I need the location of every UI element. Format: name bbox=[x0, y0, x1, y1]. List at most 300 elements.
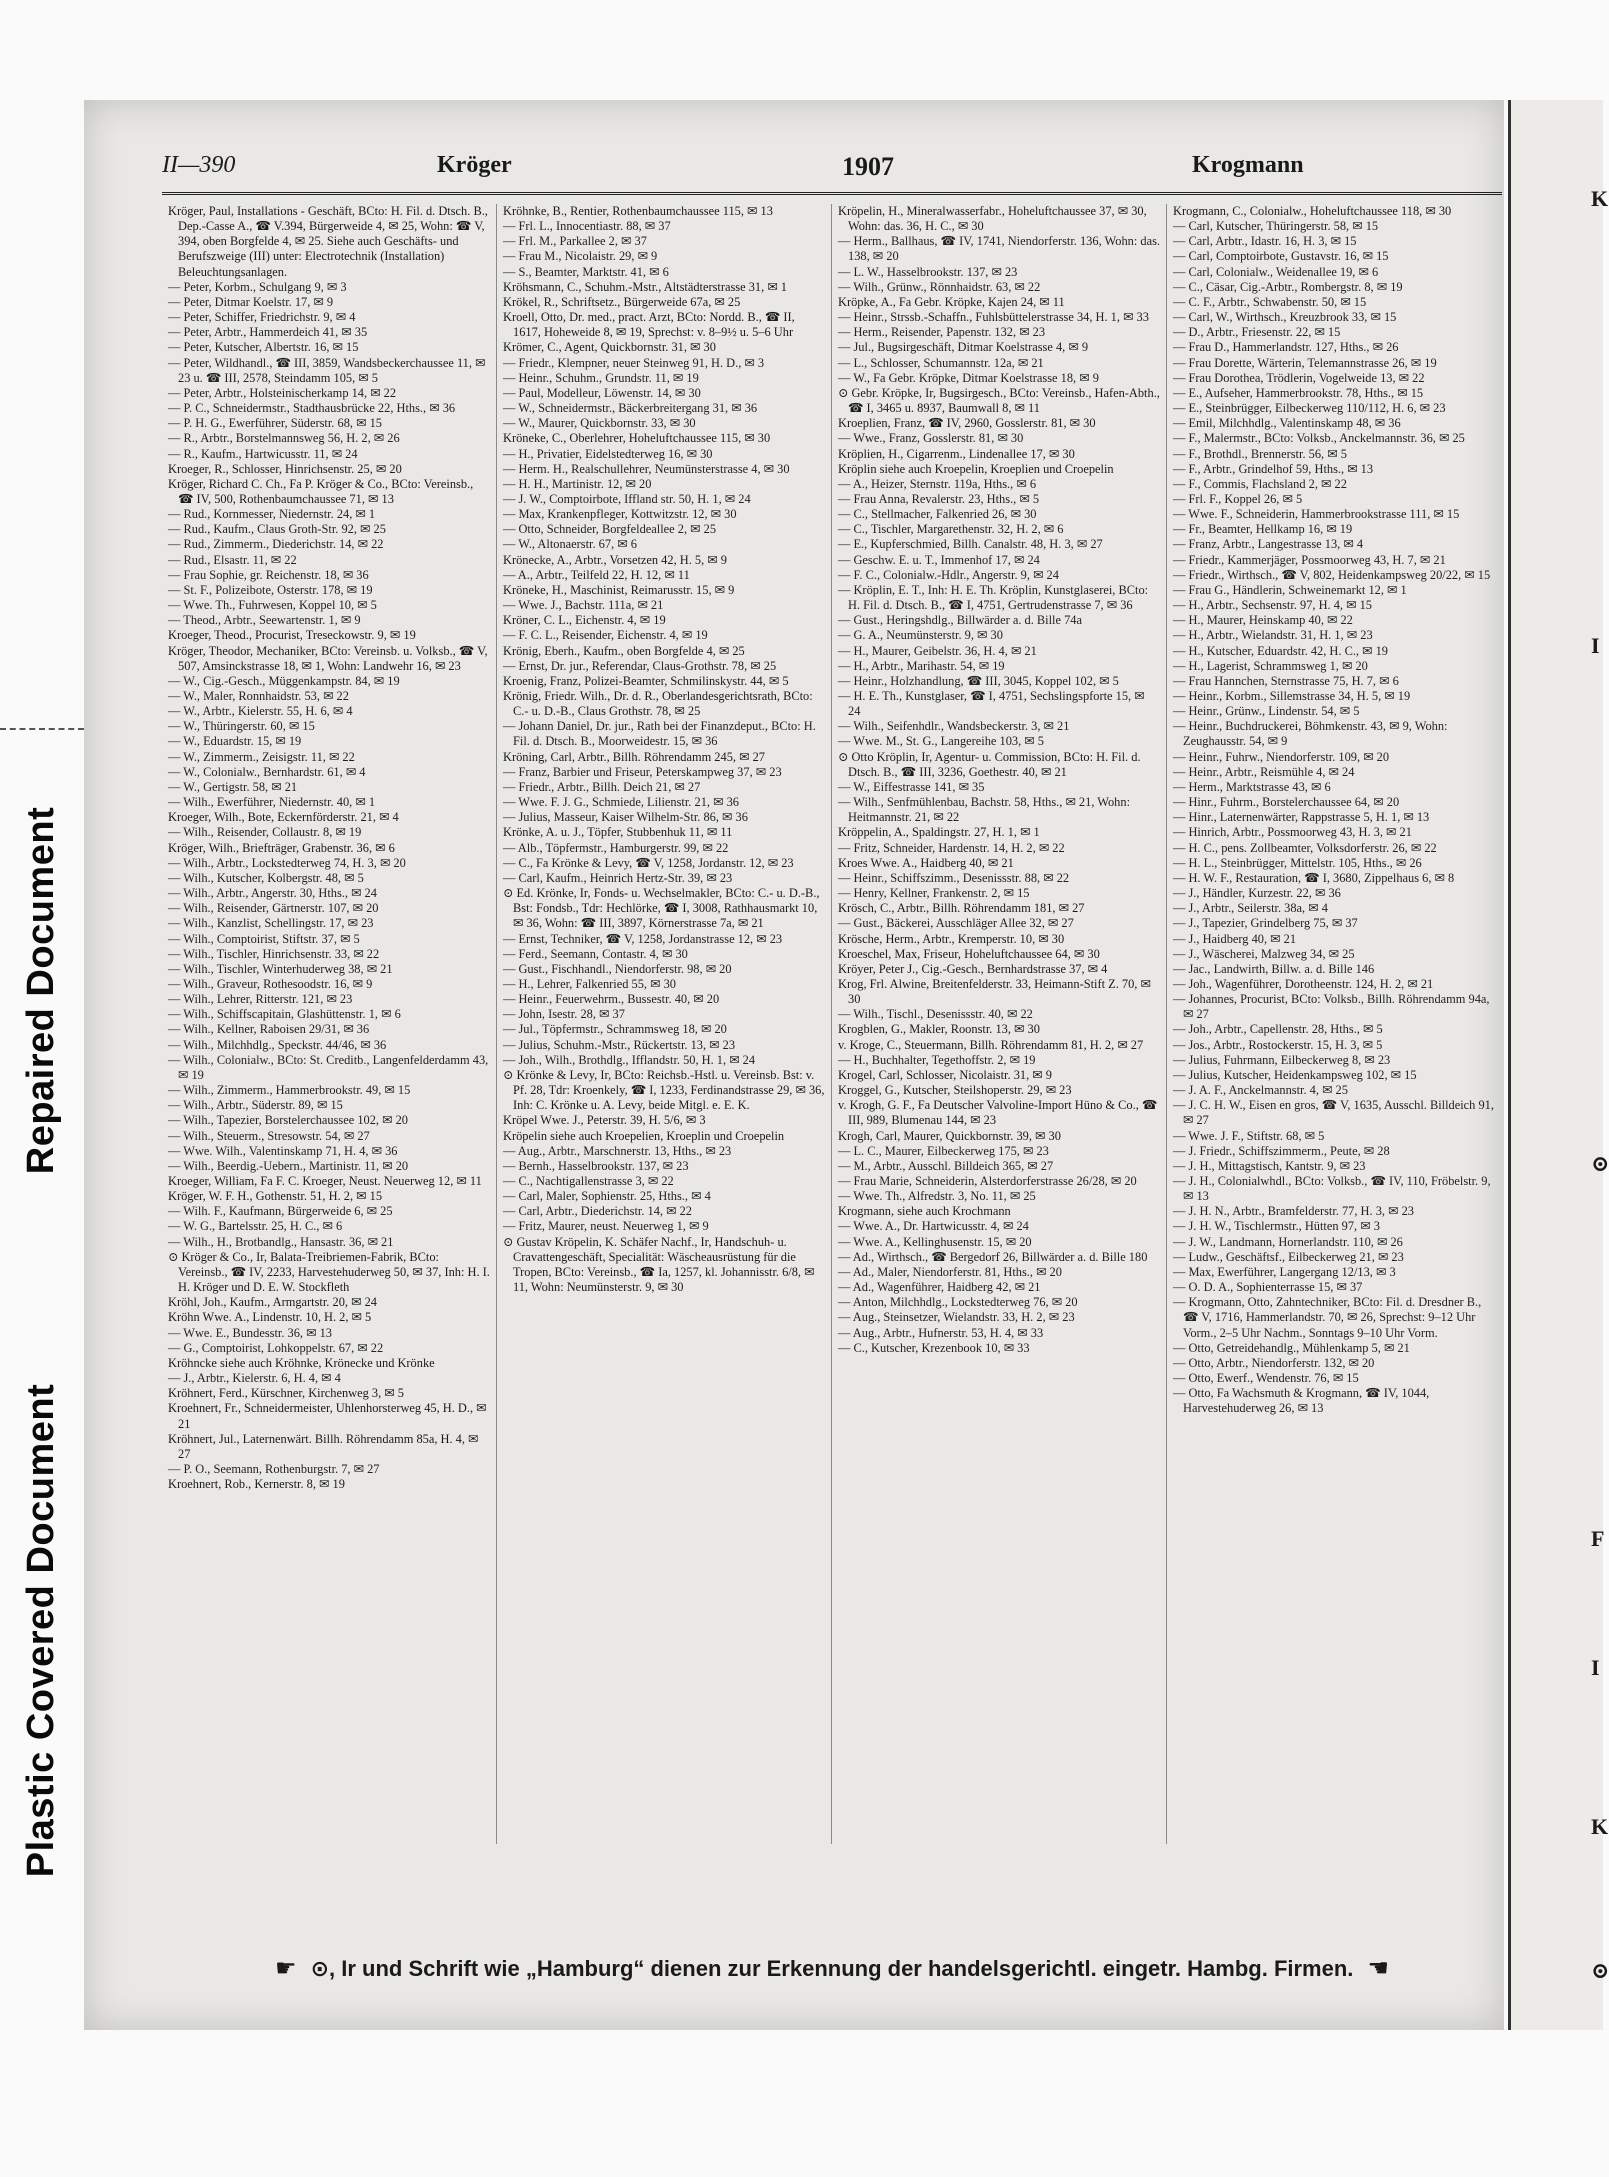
directory-entry: — W., Maurer, Quickbornstr. 33, ✉ 30 bbox=[503, 416, 696, 431]
directory-entry: — W., Colonialw., Bernhardstr. 61, ✉ 4 bbox=[168, 764, 366, 779]
column-3 bbox=[832, 204, 1167, 1844]
adjacent-page-mark: I bbox=[1591, 633, 1600, 658]
directory-entry: Kroeger, R., Schlosser, Hinrichsenstr. 25, ✉ 20 bbox=[168, 461, 402, 476]
directory-entry: — Jul., Töpfermstr., Schrammsweg 18, ✉ 20 bbox=[503, 1022, 727, 1037]
directory-entry: — H., Arbtr., Sechsenstr. 97, H. 4, ✉ 15 bbox=[1173, 598, 1372, 613]
adjacent-page-strip bbox=[1508, 100, 1609, 2030]
directory-entry: — Wilh., Colonialw., BCto: St. Creditb., Langenfelderdamm 43, ✉ 19 bbox=[168, 1052, 489, 1082]
directory-entry: — E., Steinbrügger, Eilbeckerweg 110/112, H. 6, ✉ 23 bbox=[1173, 401, 1446, 416]
directory-entry: — Max, Ewerführer, Langergang 12/13, ✉ 3 bbox=[1173, 1264, 1396, 1279]
column-1 bbox=[162, 204, 497, 1844]
directory-entry: — Peter, Arbtr., Holsteinischerkamp 14, ✉ 22 bbox=[168, 385, 397, 400]
plastic-covered-label bbox=[0, 1300, 84, 1960]
directory-entry: Kröger, Theodor, Mechaniker, BCto: Vereinsb. u. Volksb., ☎ V, 507, Amsinckstrasse 18, ✉ 1, Wohn: Landwehr 16, ✉ 23 bbox=[168, 643, 488, 673]
directory-entry: Kroeger, William, Fa F. C. Kroeger, Neust. Neuerweg 12, ✉ 11 bbox=[168, 1174, 482, 1188]
directory-entry: ⊙ Gebr. Kröpke, Ir, Bugsirgesch., BCto: Vereinsb., Hafen-Abth., ☎ I, 3465 u. 8937, Baumwall 8, ✉ 11 bbox=[838, 385, 1160, 416]
directory-entry: — Wwe., Franz, Gosslerstr. 81, ✉ 30 bbox=[838, 431, 1024, 446]
directory-entry: — F., Brothdl., Brennerstr. 56, ✉ 5 bbox=[1173, 446, 1347, 461]
directory-entry: — J. W., Landmann, Hornerlandstr. 110, ✉ 26 bbox=[1173, 1234, 1403, 1249]
adjacent-page-mark: I bbox=[1591, 1655, 1600, 1680]
directory-entry: — W., Schneidermstr., Bäckerbreitergang 31, ✉ 36 bbox=[503, 401, 758, 416]
directory-entry: Kroeplien, Franz, ☎ IV, 2960, Gosslerstr. 81, ✉ 30 bbox=[838, 416, 1096, 431]
directory-entry: — Jul., Bugsirgeschäft, Ditmar Koelstrasse 4, ✉ 9 bbox=[838, 340, 1089, 355]
directory-entry: — L. C., Maurer, Eilbeckerweg 175, ✉ 23 bbox=[838, 1143, 1049, 1158]
directory-entry: — Herm., Ballhaus, ☎ IV, 1741, Niendorferstr. 136, Wohn: das. 138, ✉ 20 bbox=[838, 234, 1160, 264]
directory-entry: — Rud., Elsastr. 11, ✉ 22 bbox=[168, 552, 297, 567]
directory-entry: — Gust., Heringshdlg., Billwärder a. d. Bille 74a bbox=[838, 613, 1082, 628]
pointing-hand-right-icon: ☚ bbox=[1367, 1955, 1390, 1982]
directory-entry: — Wilh., Lehrer, Ritterstr. 121, ✉ 23 bbox=[168, 992, 353, 1007]
directory-entry: — Peter, Wildhandl., ☎ III, 3859, Wandsbeckerchaussee 11, ✉ 23 u. ☎ III, 2578, Steindamm 105, ✉ 5 bbox=[168, 355, 486, 385]
directory-entry: ⊙ Gustav Kröpelin, K. Schäfer Nachf., Ir, Handschuh- u. Cravattengeschäft, Specialität: Wäscheausrüstung für die Tropen, BCto: Vereinsb., ☎ Ia, 1257, kl. Johannisstr. 6/8, ✉ 11, Wohn: Neumünsterstr. 9, ✉ 30 bbox=[503, 1234, 815, 1295]
directory-entry: — W., Eiffestrasse 141, ✉ 35 bbox=[838, 779, 985, 794]
directory-entry: — P. H. G., Ewerführer, Süderstr. 68, ✉ 15 bbox=[168, 416, 382, 431]
directory-entry: — Ludw., Geschäftsf., Eilbeckerweg 21, ✉ 23 bbox=[1173, 1249, 1404, 1264]
directory-entry: — Wilh., Arbtr., Lockstedterweg 74, H. 3, ✉ 20 bbox=[168, 855, 406, 870]
directory-entry: — Max, Krankenpfleger, Kottwitzstr. 12, ✉ 30 bbox=[503, 507, 737, 522]
directory-entry: — Wilh., Kanzlist, Schellingstr. 17, ✉ 23 bbox=[168, 916, 374, 931]
directory-entry: — Fritz, Maurer, neust. Neuerweg 1, ✉ 9 bbox=[503, 1219, 709, 1234]
directory-entry: — Wilh., Milchhdlg., Speckstr. 44/46, ✉ 36 bbox=[168, 1037, 387, 1052]
directory-entry: — W., Arbtr., Kielerstr. 55, H. 6, ✉ 4 bbox=[168, 704, 353, 719]
directory-entry: — F. C. L., Reisender, Eichenstr. 4, ✉ 19 bbox=[503, 628, 708, 643]
directory-entry: — Theod., Arbtr., Seewartenstr. 1, ✉ 9 bbox=[168, 613, 361, 628]
directory-entry: — Wwe. A., Kellinghusenstr. 15, ✉ 20 bbox=[838, 1234, 1032, 1249]
directory-entry: — Otto, Schneider, Borgfeldeallee 2, ✉ 25 bbox=[503, 522, 717, 537]
directory-entry: Krösch, C., Arbtr., Billh. Röhrendamm 181, ✉ 27 bbox=[838, 901, 1085, 916]
directory-entry: — Julius, Masseur, Kaiser Wilhelm-Str. 86, ✉ 36 bbox=[503, 810, 748, 825]
directory-entry: — Wilh., Beerdig.-Uebern., Martinistr. 11, ✉ 20 bbox=[168, 1158, 409, 1173]
directory-entry: — Fritz, Schneider, Hardenstr. 14, H. 2, ✉ 22 bbox=[838, 840, 1065, 855]
directory-entry: — H., Arbtr., Wielandstr. 31, H. 1, ✉ 23 bbox=[1173, 628, 1373, 643]
directory-entry: — Joh., Arbtr., Capellenstr. 28, Hths., ✉ 5 bbox=[1173, 1022, 1383, 1037]
directory-entry: — Wilh., Arbtr., Angerstr. 30, Hths., ✉ 24 bbox=[168, 886, 377, 901]
directory-entry: — Wilh., Senfmühlenbau, Bachstr. 58, Hths., ✉ 21, Wohn: Heitmannstr. 21, ✉ 22 bbox=[838, 795, 1131, 825]
directory-entry: — Hinr., Laternenwärter, Rappstrasse 5, H. 1, ✉ 13 bbox=[1173, 810, 1430, 825]
directory-entry: — Wwe. A., Dr. Hartwicusstr. 4, ✉ 24 bbox=[838, 1219, 1029, 1234]
page-number: II—390 bbox=[162, 152, 236, 178]
directory-entry: — Carl, Kutscher, Thüringerstr. 58, ✉ 15 bbox=[1173, 219, 1379, 234]
directory-entry: — Wilh., Reisender, Gärtnerstr. 107, ✉ 20 bbox=[168, 901, 379, 916]
directory-entry: — Ernst, Techniker, ☎ V, 1258, Jordanstrasse 12, ✉ 23 bbox=[503, 931, 783, 946]
directory-entry: Krömer, C., Agent, Quickbornstr. 31, ✉ 30 bbox=[503, 340, 716, 355]
directory-entry: — Wwe. J. F., Stiftstr. 68, ✉ 5 bbox=[1173, 1128, 1325, 1143]
directory-entry: — Paul, Modelleur, Löwenstr. 14, ✉ 30 bbox=[503, 385, 701, 400]
directory-entry: — Krogmann, Otto, Zahntechniker, BCto: Fil. d. Dresdner B., ☎ V, 1716, Hammerlandstr. 70, ✉ 26, Sprechst: 9–12 Uhr Vorm., 2–5 Uhr Nachm., Sonntags 9–10 Uhr Vorm. bbox=[1173, 1295, 1482, 1340]
directory-entry: — Friedr., Wirthsch., ☎ V, 802, Heidenkampsweg 20/22, ✉ 15 bbox=[1173, 567, 1491, 582]
directory-entry: — J. H. W., Tischlermstr., Hütten 97, ✉ 3 bbox=[1173, 1219, 1380, 1234]
directory-entry: — Jos., Arbtr., Rostockerstr. 15, H. 3, ✉ 5 bbox=[1173, 1037, 1383, 1052]
directory-entry: — Frau D., Hammerlandstr. 127, Hths., ✉ 26 bbox=[1173, 340, 1399, 355]
directory-entry: — J., Haidberg 40, ✉ 21 bbox=[1173, 931, 1297, 946]
directory-entry: — H., Arbtr., Marihastr. 54, ✉ 19 bbox=[838, 658, 1005, 673]
directory-entry: — Frl. M., Parkallee 2, ✉ 37 bbox=[503, 234, 647, 249]
adjacent-page-mark: ⊙ bbox=[1591, 1151, 1609, 1176]
directory-entry: — C., Kutscher, Krezenbook 10, ✉ 33 bbox=[838, 1340, 1030, 1355]
directory-entry: — Ad., Wagenführer, Haidberg 42, ✉ 21 bbox=[838, 1280, 1041, 1295]
directory-entry: — Heinr., Strssb.-Schaffn., Fuhlsbüttelerstrasse 34, H. 1, ✉ 33 bbox=[838, 310, 1149, 325]
directory-entry: — Wilh., Grünw., Rönnhaidstr. 63, ✉ 22 bbox=[838, 279, 1041, 294]
directory-entry: Kröhnert, Ferd., Kürschner, Kirchenweg 3, ✉ 5 bbox=[168, 1386, 404, 1401]
directory-entry: — W., Eduardstr. 15, ✉ 19 bbox=[168, 734, 302, 749]
directory-entry: ⊙ Otto Kröplin, Ir, Agentur- u. Commission, BCto: H. Fil. d. Dtsch. B., ☎ III, 3236, Goethestr. 40, ✉ 21 bbox=[838, 749, 1141, 779]
directory-entry: — J. A. F., Anckelmannstr. 4, ✉ 25 bbox=[1173, 1083, 1348, 1098]
directory-entry: Kröger, W. F. H., Gothenstr. 51, H. 2, ✉ 15 bbox=[168, 1189, 383, 1204]
directory-entry: — St. F., Polizeibote, Osterstr. 178, ✉ 19 bbox=[168, 582, 373, 597]
directory-entry: — Joh., Wagenführer, Dorotheenstr. 124, H. 2, ✉ 21 bbox=[1173, 976, 1434, 991]
directory-entry: Kroes Wwe. A., Haidberg 40, ✉ 21 bbox=[838, 855, 1014, 870]
directory-entry: Kröger, Richard C. Ch., Fa P. Kröger & Co., BCto: Vereinsb., ☎ IV, 500, Rothenbaumchaussee 71, ✉ 13 bbox=[168, 476, 474, 506]
directory-entry: — Wwe. Wilh., Valentinskamp 71, H. 4, ✉ 36 bbox=[168, 1143, 398, 1158]
directory-entry: — Aug., Arbtr., Marschnerstr. 13, Hths., ✉ 23 bbox=[503, 1143, 732, 1158]
directory-entry: Krönig, Friedr. Wilh., Dr. d. R., Oberlandesgerichtsrath, BCto: C.- u. D.-B., Claus Grothstr. 78, ✉ 25 bbox=[503, 689, 813, 719]
directory-entry: Kroehnert, Rob., Kernerstr. 8, ✉ 19 bbox=[168, 1477, 345, 1492]
directory-entry: Kroggel, G., Kutscher, Steilshoperstr. 29, ✉ 23 bbox=[838, 1083, 1072, 1098]
directory-entry: — Ernst, Dr. jur., Referendar, Claus-Grothstr. 78, ✉ 25 bbox=[503, 658, 777, 673]
directory-entry: — Heinr., Holzhandlung, ☎ III, 3045, Koppel 102, ✉ 5 bbox=[838, 673, 1119, 688]
directory-entry: — Wilh. F., Kaufmann, Bürgerweide 6, ✉ 25 bbox=[168, 1204, 393, 1219]
directory-entry: — H., Lagerist, Schrammsweg 1, ✉ 20 bbox=[1173, 658, 1368, 673]
directory-entry: — J. H. N., Arbtr., Bramfelderstr. 77, H. 3, ✉ 23 bbox=[1173, 1204, 1414, 1219]
directory-entry: — Heinr., Arbtr., Reismühle 4, ✉ 24 bbox=[1173, 764, 1355, 779]
directory-entry: — Wwe. J., Bachstr. 111a, ✉ 21 bbox=[503, 598, 664, 613]
directory-entry: — Otto, Arbtr., Niendorferstr. 132, ✉ 20 bbox=[1173, 1355, 1375, 1370]
directory-entry: — H., Maurer, Heinskamp 40, ✉ 22 bbox=[1173, 613, 1353, 628]
directory-entry: Kroeger, Wilh., Bote, Eckernförderstr. 21, ✉ 4 bbox=[168, 810, 399, 825]
directory-entry: Kröplin siehe auch Kroepelin, Kroeplien und Croepelin bbox=[838, 461, 1114, 476]
directory-entry: — Kröplin, E. T., Inh: H. E. Th. Kröplin, Kunstglaserei, BCto: H. Fil. d. Dtsch. B., ☎ I, 4751, Gertrudenstrasse 7, ✉ 36 bbox=[838, 582, 1149, 613]
directory-entry: — W., Maler, Ronnhaidstr. 53, ✉ 22 bbox=[168, 689, 349, 703]
directory-entry: — J. H., Mittagstisch, Kantstr. 9, ✉ 23 bbox=[1173, 1158, 1366, 1173]
directory-entry: — Wilh., Schiffscapitain, Glashüttenstr. 1, ✉ 6 bbox=[168, 1007, 401, 1022]
directory-entry: — Wwe. Th., Alfredstr. 3, No. 11, ✉ 25 bbox=[838, 1189, 1036, 1204]
adjacent-page-mark: K bbox=[1591, 186, 1609, 211]
directory-entry: — C., Nachtigallenstrasse 3, ✉ 22 bbox=[503, 1174, 674, 1188]
directory-entry: — Peter, Korbm., Schulgang 9, ✉ 3 bbox=[168, 279, 347, 294]
directory-entry: — Fr., Beamter, Hellkamp 16, ✉ 19 bbox=[1173, 522, 1353, 537]
directory-entry: — F., Commis, Flachsland 2, ✉ 22 bbox=[1173, 476, 1347, 491]
directory-entry: — Herm., Reisender, Papenstr. 132, ✉ 23 bbox=[838, 325, 1046, 340]
directory-entry: — Friedr., Kammerjäger, Possmoorweg 43, H. 7, ✉ 21 bbox=[1173, 552, 1446, 567]
directory-entry: — H., Privatier, Eidelstedterweg 16, ✉ 30 bbox=[503, 446, 713, 461]
directory-entry: — P. O., Seemann, Rothenburgstr. 7, ✉ 27 bbox=[168, 1461, 380, 1476]
directory-entry: Kröner, C. L., Eichenstr. 4, ✉ 19 bbox=[503, 613, 666, 628]
directory-entry: — Henry, Kellner, Frankenstr. 2, ✉ 15 bbox=[838, 886, 1030, 901]
directory-entry: — J. C. H. W., Eisen en gros, ☎ V, 1635, Ausschl. Billdeich 91, ✉ 27 bbox=[1173, 1098, 1494, 1128]
header-last-name: Krogmann bbox=[1192, 152, 1304, 178]
directory-entry: — A., Heizer, Sternstr. 119a, Hths., ✉ 6 bbox=[838, 476, 1037, 491]
directory-entry: — F., Malermstr., BCto: Volksb., Anckelmannstr. 36, ✉ 25 bbox=[1173, 431, 1465, 446]
directory-entry: ⊙ Ed. Krönke, Ir, Fonds- u. Wechselmakler, BCto: C.- u. D.-B., Bst: Fondsb., Tdr: Hechlörke, ☎ I, 3008, Rathhausmarkt 10, ✉ 36, Wohn: ☎ III, 3897, Körnerstrasse 7a, ✉ 21 bbox=[503, 886, 820, 931]
directory-entry: — Gust., Fischhandl., Niendorferstr. 98, ✉ 20 bbox=[503, 961, 732, 976]
header-year: 1907 bbox=[842, 152, 894, 181]
directory-entry: — Julius, Fuhrmann, Eilbeckerweg 8, ✉ 23 bbox=[1173, 1052, 1391, 1067]
directory-entry: — Wilh., Comptoirist, Stiftstr. 37, ✉ 5 bbox=[168, 931, 360, 946]
directory-entry: Krönke, A. u. J., Töpfer, Stubbenhuk 11, ✉ 11 bbox=[503, 825, 733, 840]
directory-entry: — Peter, Schiffer, Friedrichstr. 9, ✉ 4 bbox=[168, 310, 356, 325]
directory-entry: — Frau Dorette, Wärterin, Telemannstrasse 26, ✉ 19 bbox=[1173, 355, 1437, 370]
directory-entry: — Frau Anna, Revalerstr. 23, Hths., ✉ 5 bbox=[838, 491, 1040, 506]
directory-entry: — Friedr., Klempner, neuer Steinweg 91, H. D., ✉ 3 bbox=[503, 355, 765, 370]
directory-entry: — Alb., Töpfermstr., Hamburgerstr. 99, ✉ 22 bbox=[503, 840, 729, 855]
directory-entry: — J., Händler, Kurzestr. 22, ✉ 36 bbox=[1173, 886, 1341, 901]
directory-entry: — Geschw. E. u. T., Immenhof 17, ✉ 24 bbox=[838, 552, 1040, 567]
directory-entry: — Johann Daniel, Dr. jur., Rath bei der Finanzdeput., BCto: H. Fil. d. Dtsch. B., Moorweidestr. 15, ✉ 36 bbox=[503, 719, 816, 749]
directory-entry: — Julius, Kutscher, Heidenkampsweg 102, ✉ 15 bbox=[1173, 1067, 1417, 1082]
directory-entry: — W., Zimmerm., Zeisigstr. 11, ✉ 22 bbox=[168, 749, 355, 764]
directory-entry: — C., Fa Krönke & Levy, ☎ V, 1258, Jordanstr. 12, ✉ 23 bbox=[503, 855, 794, 870]
directory-entry: — Johannes, Procurist, BCto: Volksb., Billh. Röhrendamm 94a, ✉ 27 bbox=[1173, 992, 1490, 1022]
directory-entry: — Anton, Milchhdlg., Lockstedterweg 76, ✉ 20 bbox=[838, 1295, 1078, 1310]
directory-entry: — J., Arbtr., Kielerstr. 6, H. 4, ✉ 4 bbox=[168, 1371, 341, 1386]
directory-entry: — P. C., Schneidermstr., Stadthausbrücke 22, Hths., ✉ 36 bbox=[168, 401, 456, 416]
header-rule bbox=[162, 192, 1502, 195]
directory-entry: Kröhsmann, C., Schuhm.-Mstr., Altstädterstrasse 31, ✉ 1 bbox=[503, 279, 787, 294]
directory-entry: Kröhnert, Jul., Laternenwärt. Billh. Röhrendamm 85a, H. 4, ✉ 27 bbox=[168, 1431, 479, 1461]
directory-entry: Krönecke, A., Arbtr., Vorsetzen 42, H. 5, ✉ 9 bbox=[503, 552, 727, 567]
directory-entry: — Heinr., Schuhm., Grundstr. 11, ✉ 19 bbox=[503, 370, 699, 385]
directory-entry: Kröhn Wwe. A., Lindenstr. 10, H. 2, ✉ 5 bbox=[168, 1310, 372, 1325]
directory-entry: — D., Arbtr., Friesenstr. 22, ✉ 15 bbox=[1173, 325, 1341, 340]
adjacent-page-mark: ⊙ bbox=[1591, 1958, 1609, 1983]
directory-entry: — A., Arbtr., Teilfeld 22, H. 12, ✉ 11 bbox=[503, 567, 690, 582]
directory-entry: — Heinr., Buchdruckerei, Böhmkenstr. 43, ✉ 9, Wohn: Zeughausstr. 54, ✉ 9 bbox=[1173, 719, 1448, 749]
directory-entry: Kröger, Wilh., Briefträger, Grabenstr. 36, ✉ 6 bbox=[168, 840, 395, 855]
directory-entry: — Heinr., Grünw., Lindenstr. 54, ✉ 5 bbox=[1173, 704, 1360, 719]
repaired-label-text: Repaired Document bbox=[20, 806, 63, 1174]
directory-entry: — L., Schlosser, Schumannstr. 12a, ✉ 21 bbox=[838, 355, 1044, 370]
directory-entry: Kroeschel, Max, Friseur, Hoheluftchaussee 64, ✉ 30 bbox=[838, 946, 1100, 961]
directory-entry: — Frau Dorothea, Trödlerin, Vogelweide 13, ✉ 22 bbox=[1173, 370, 1425, 385]
directory-entry: Kröning, Carl, Arbtr., Billh. Röhrendamm 245, ✉ 27 bbox=[503, 749, 765, 764]
directory-entry: — Wilh., Tischler, Hinrichsenstr. 33, ✉ 22 bbox=[168, 946, 380, 961]
directory-entry: — John, Isestr. 28, ✉ 37 bbox=[503, 1007, 625, 1022]
directory-entry: — C., Cäsar, Cig.-Arbtr., Rombergstr. 8, ✉ 19 bbox=[1173, 279, 1403, 294]
directory-entry: — J. Friedr., Schiffszimmerm., Peute, ✉ 28 bbox=[1173, 1143, 1390, 1158]
directory-entry: — O. D. A., Sophienterrasse 15, ✉ 37 bbox=[1173, 1280, 1363, 1295]
directory-entry: — Franz, Barbier und Friseur, Peterskampweg 37, ✉ 23 bbox=[503, 764, 782, 779]
directory-entry: — Frau Hannchen, Sternstrasse 75, H. 7, ✉ 6 bbox=[1173, 673, 1399, 688]
directory-entry: — H., Buchhalter, Tegethoffstr. 2, ✉ 19 bbox=[838, 1052, 1036, 1067]
directory-entry: — Friedr., Arbtr., Billh. Deich 21, ✉ 27 bbox=[503, 779, 701, 794]
directory-entry: — Emil, Milchhdlg., Valentinskamp 48, ✉ 36 bbox=[1173, 416, 1401, 431]
directory-entry: — Bernh., Hasselbrookstr. 137, ✉ 23 bbox=[503, 1158, 689, 1173]
directory-entry: — Hinr., Fuhrm., Borstelerchaussee 64, ✉ 20 bbox=[1173, 795, 1400, 810]
directory-entry: — H. C., pens. Zollbeamter, Volksdorferstr. 26, ✉ 22 bbox=[1173, 840, 1437, 855]
directory-entry: — Peter, Arbtr., Hammerdeich 41, ✉ 35 bbox=[168, 325, 368, 340]
directory-entry: — Wwe. E., Bundesstr. 36, ✉ 13 bbox=[168, 1325, 332, 1340]
directory-entry: — Franz, Arbtr., Langestrasse 13, ✉ 4 bbox=[1173, 537, 1364, 552]
directory-entry: Kröhncke siehe auch Kröhnke, Krönecke und Krönke bbox=[168, 1355, 435, 1370]
directory-entry: — Frl. L., Innocentiastr. 88, ✉ 37 bbox=[503, 219, 671, 234]
directory-entry: — E., Kupferschmied, Billh. Canalstr. 48, H. 3, ✉ 27 bbox=[838, 537, 1103, 552]
header-first-name: Kröger bbox=[437, 152, 512, 178]
adjacent-page-mark: F bbox=[1591, 1526, 1605, 1551]
directory-entry: Kröneke, C., Oberlehrer, Hoheluftchaussee 115, ✉ 30 bbox=[503, 431, 771, 446]
directory-entry: — J. W., Comptoirbote, Iffland str. 50, H. 1, ✉ 24 bbox=[503, 491, 751, 506]
directory-entry: — Ad., Wirthsch., ☎ Bergedorf 26, Billwärder a. d. Bille 180 bbox=[838, 1249, 1148, 1264]
directory-entry: Krogh, Carl, Maurer, Quickbornstr. 39, ✉ 30 bbox=[838, 1128, 1061, 1143]
directory-entry: — Aug., Arbtr., Hufnerstr. 53, H. 4, ✉ 33 bbox=[838, 1325, 1044, 1340]
directory-entry: — Julius, Schuhm.-Mstr., Rückertstr. 13, ✉ 23 bbox=[503, 1037, 736, 1052]
directory-entry: Kröpke, A., Fa Gebr. Kröpke, Kajen 24, ✉ 11 bbox=[838, 294, 1065, 309]
directory-entry: Krog, Frl. Alwine, Breitenfelderstr. 33, Heimann-Stift Z. 70, ✉ 30 bbox=[838, 976, 1151, 1007]
directory-entry: — W. G., Bartelsstr. 25, H. C., ✉ 6 bbox=[168, 1219, 343, 1234]
directory-entry: — S., Beamter, Marktstr. 41, ✉ 6 bbox=[503, 264, 669, 279]
directory-entry: — C., Tischler, Margarethenstr. 32, H. 2, ✉ 6 bbox=[838, 522, 1064, 537]
directory-entry: — Wwe. F. J. G., Schmiede, Lilienstr. 21, ✉ 36 bbox=[503, 795, 739, 810]
directory-entry: — Heinr., Schiffszimm., Desenissstr. 88, ✉ 22 bbox=[838, 870, 1070, 885]
directory-entry: — W., Altonaerstr. 67, ✉ 6 bbox=[503, 537, 637, 552]
directory-entry: — Frl. F., Koppel 26, ✉ 5 bbox=[1173, 491, 1303, 506]
directory-entry: — Heinr., Fuhrw., Niendorferstr. 109, ✉ 20 bbox=[1173, 749, 1390, 764]
directory-entry: — Carl, Arbtr., Idastr. 16, H. 3, ✉ 15 bbox=[1173, 234, 1357, 249]
directory-entry: — H. E. Th., Kunstglaser, ☎ I, 4751, Sechslingspforte 15, ✉ 24 bbox=[838, 689, 1145, 719]
directory-entry: — J. H., Colonialwhdl., BCto: Volksb., ☎ IV, 110, Fröbelstr. 9, ✉ 13 bbox=[1173, 1174, 1491, 1204]
directory-entry: — Wilh., Graveur, Rothesoodstr. 16, ✉ 9 bbox=[168, 976, 373, 991]
directory-entry: Kroeger, Theod., Procurist, Treseckowstr. 9, ✉ 19 bbox=[168, 628, 416, 643]
directory-entry: Krökel, R., Schriftsetz., Bürgerweide 67a, ✉ 25 bbox=[503, 294, 741, 309]
directory-entry: Kröpelin siehe auch Kroepelien, Kroeplin und Croepelin bbox=[503, 1128, 785, 1143]
directory-entry: Kröhnke, B., Rentier, Rothenbaumchaussee 115, ✉ 13 bbox=[503, 204, 773, 218]
directory-columns bbox=[162, 204, 1502, 1844]
directory-entry: — Heinr., Feuerwehrm., Bussestr. 40, ✉ 20 bbox=[503, 992, 720, 1007]
directory-entry: Kröhl, Joh., Kaufm., Armgartstr. 20, ✉ 24 bbox=[168, 1295, 377, 1310]
directory-entry: — F., Arbtr., Grindelhof 59, Hths., ✉ 13 bbox=[1173, 461, 1374, 476]
directory-entry: — H. W. F., Restauration, ☎ I, 3680, Zippelhaus 6, ✉ 8 bbox=[1173, 870, 1455, 885]
directory-entry: — Wilh., Tischl., Desenissstr. 40, ✉ 22 bbox=[838, 1007, 1033, 1022]
directory-entry: — Aug., Steinsetzer, Wielandstr. 33, H. 2, ✉ 23 bbox=[838, 1310, 1075, 1325]
directory-entry: — Otto, Getreidehandlg., Mühlenkamp 5, ✉ 21 bbox=[1173, 1340, 1410, 1355]
directory-entry: — Wilh., Kutscher, Kolbergstr. 48, ✉ 5 bbox=[168, 870, 364, 885]
directory-page bbox=[84, 100, 1504, 2030]
directory-entry: — Frau Marie, Schneiderin, Alsterdorferstrasse 26/28, ✉ 20 bbox=[838, 1174, 1137, 1188]
directory-entry: Kröger, Paul, Installations - Geschäft, BCto: H. Fil. d. Dtsch. B., Dep.-Casse A., ☎ V.394, Bürgerweide 4, ✉ 25, Wohn: ☎ V, 394, oben Borgfelde 4, ✉ 25. Siehe auch Geschäfts- und Berufszweige (III) unter: Electrotechnik (Installation) Beleuchtungsanlagen. bbox=[168, 204, 488, 279]
adjacent-page-mark: K bbox=[1591, 1814, 1609, 1839]
directory-entry: — Ad., Maler, Niendorferstr. 81, Hths., ✉ 20 bbox=[838, 1264, 1062, 1279]
directory-entry: — Carl, Comptoirbote, Gustavstr. 16, ✉ 15 bbox=[1173, 249, 1389, 264]
directory-entry: Krogblen, G., Makler, Roonstr. 13, ✉ 30 bbox=[838, 1022, 1040, 1037]
footer-note: ⊙, Ir und Schrift wie „Hamburg“ dienen zur Erkennung der handelsgerichtl. eingetr. Hambg. Firmen. bbox=[310, 1956, 1354, 1981]
page-header bbox=[162, 152, 1482, 192]
directory-entry: — Jac., Landwirth, Billw. a. d. Bille 146 bbox=[1173, 961, 1375, 976]
directory-entry: — Frau M., Nicolaistr. 29, ✉ 9 bbox=[503, 249, 658, 264]
directory-entry: — Wilh., Steuerm., Stresowstr. 54, ✉ 27 bbox=[168, 1128, 370, 1143]
directory-entry: — Rud., Kaufm., Claus Groth-Str. 92, ✉ 25 bbox=[168, 522, 386, 537]
directory-entry: — Wwe. Th., Fuhrwesen, Koppel 10, ✉ 5 bbox=[168, 598, 377, 613]
column-4 bbox=[1167, 204, 1502, 1844]
directory-entry: Kroehnert, Fr., Schneidermeister, Uhlenhorsterweg 45, H. D., ✉ 21 bbox=[168, 1401, 487, 1431]
directory-entry: — H. H., Martinistr. 12, ✉ 20 bbox=[503, 476, 652, 491]
directory-entry: — Wilh., Tischler, Winterhuderweg 38, ✉ 21 bbox=[168, 961, 393, 976]
directory-entry: Kröneke, H., Maschinist, Reimarusstr. 15, ✉ 9 bbox=[503, 582, 735, 597]
directory-entry: — Wilh., Ewerführer, Niedernstr. 40, ✉ 1 bbox=[168, 795, 376, 810]
directory-entry: — C., Stellmacher, Falkenried 26, ✉ 30 bbox=[838, 507, 1037, 522]
directory-entry: — Wilh., Tapezier, Borstelerchaussee 102, ✉ 20 bbox=[168, 1113, 408, 1128]
directory-entry: — Carl, W., Wirthsch., Kreuzbrook 33, ✉ 15 bbox=[1173, 310, 1397, 325]
directory-entry: — E., Aufseher, Hammerbrookstr. 78, Hths., ✉ 15 bbox=[1173, 385, 1424, 400]
directory-entry: Krogmann, siehe auch Krochmann bbox=[838, 1204, 1011, 1219]
directory-entry: Kröppelin, A., Spaldingstr. 27, H. 1, ✉ 1 bbox=[838, 825, 1040, 840]
directory-entry: — Wilh., Zimmerm., Hammerbrookstr. 49, ✉ 15 bbox=[168, 1083, 411, 1098]
directory-entry: — W., Cig.-Gesch., Müggenkampstr. 84, ✉ 19 bbox=[168, 673, 400, 688]
directory-entry: — Wilh., Reisender, Collaustr. 8, ✉ 19 bbox=[168, 825, 362, 840]
directory-entry: Kroenig, Franz, Polizei-Beamter, Schmilinskystr. 44, ✉ 5 bbox=[503, 673, 789, 688]
directory-entry: — W., Fa Gebr. Kröpke, Ditmar Koelstrasse 18, ✉ 9 bbox=[838, 370, 1099, 385]
directory-entry: — H., Lehrer, Falkenried 55, ✉ 30 bbox=[503, 976, 676, 991]
directory-entry: — J., Arbtr., Seilerstr. 38a, ✉ 4 bbox=[1173, 901, 1328, 916]
directory-entry: — Hinrich, Arbtr., Possmoorweg 43, H. 3, ✉ 21 bbox=[1173, 825, 1412, 840]
plastic-label-text: Plastic Covered Document bbox=[20, 1383, 63, 1877]
directory-entry: — G. A., Neumünsterstr. 9, ✉ 30 bbox=[838, 628, 1003, 643]
directory-entry: Krönig, Eberh., Kaufm., oben Borgfelde 4, ✉ 25 bbox=[503, 643, 745, 658]
directory-entry: — L. W., Hasselbrookstr. 137, ✉ 23 bbox=[838, 264, 1018, 279]
directory-entry: — W., Gertigstr. 58, ✉ 21 bbox=[168, 779, 298, 794]
directory-entry: v. Krogh, G. F., Fa Deutscher Valvoline-Import Hüno & Co., ☎ III, 989, Blumenau 144, ✉ 23 bbox=[838, 1098, 1158, 1128]
directory-entry: — Carl, Kaufm., Heinrich Hertz-Str. 39, ✉ 23 bbox=[503, 870, 733, 885]
directory-entry: Krösche, Herm., Arbtr., Kremperstr. 10, ✉ 30 bbox=[838, 931, 1065, 946]
directory-entry: — Wwe. F., Schneiderin, Hammerbrookstrasse 111, ✉ 15 bbox=[1173, 507, 1460, 522]
directory-entry: — Ferd., Seemann, Contastr. 4, ✉ 30 bbox=[503, 946, 688, 961]
directory-entry: Kroell, Otto, Dr. med., pract. Arzt, BCto: Nordd. B., ☎ II, 1617, Hoheweide 8, ✉ 19, Sprechst: v. 8–9½ u. 5–6 Uhr bbox=[503, 310, 795, 340]
directory-entry: v. Kroge, C., Steuermann, Billh. Röhrendamm 81, H. 2, ✉ 27 bbox=[838, 1037, 1144, 1052]
directory-entry: Kröpelin, H., Mineralwasserfabr., Hoheluftchaussee 37, ✉ 30, Wohn: das. 36, H. C., ✉ 30 bbox=[838, 204, 1147, 234]
directory-entry: — M., Arbtr., Ausschl. Billdeich 365, ✉ 27 bbox=[838, 1158, 1054, 1173]
directory-entry: — Wilh., H., Brotbandlg., Hansastr. 36, ✉ 21 bbox=[168, 1234, 394, 1249]
directory-entry: — F. C., Colonialw.-Hdlr., Angerstr. 9, ✉ 24 bbox=[838, 567, 1059, 582]
directory-entry: — Wilh., Seifenhdlr., Wandsbeckerstr. 3, ✉ 21 bbox=[838, 719, 1070, 734]
directory-entry: — Wilh., Arbtr., Süderstr. 89, ✉ 15 bbox=[168, 1098, 343, 1113]
directory-entry: Krogel, Carl, Schlosser, Nicolaistr. 31, ✉ 9 bbox=[838, 1067, 1052, 1082]
directory-entry: — Carl, Arbtr., Diederichstr. 14, ✉ 22 bbox=[503, 1204, 692, 1219]
directory-entry: — Heinr., Korbm., Sillemstrasse 34, H. 5, ✉ 19 bbox=[1173, 689, 1411, 703]
directory-entry: — Rud., Kornmesser, Niedernstr. 24, ✉ 1 bbox=[168, 507, 376, 522]
directory-entry: — Joh., Wilh., Brothdlg., Ifflandstr. 50, H. 1, ✉ 24 bbox=[503, 1052, 756, 1067]
directory-entry: — W., Thüringerstr. 60, ✉ 15 bbox=[168, 719, 315, 734]
directory-entry: — H., Maurer, Geibelstr. 36, H. 4, ✉ 21 bbox=[838, 643, 1037, 658]
directory-entry: — Herm. H., Realschullehrer, Neumünsterstrasse 4, ✉ 30 bbox=[503, 461, 790, 476]
directory-entry: — C. F., Arbtr., Schwabenstr. 50, ✉ 15 bbox=[1173, 294, 1367, 309]
directory-entry: ⊙ Kröger & Co., Ir, Balata-Treibriemen-Fabrik, BCto: Vereinsb., ☎ IV, 2233, Harvestehuderweg 50, ✉ 37, Inh: H. I. H. Kröger und D. E. W. Stockfleth bbox=[168, 1249, 490, 1295]
column-2 bbox=[497, 204, 832, 1844]
directory-entry: — Peter, Kutscher, Albertstr. 16, ✉ 15 bbox=[168, 340, 359, 355]
directory-entry: — Carl, Maler, Sophienstr. 25, Hths., ✉ 4 bbox=[503, 1189, 711, 1204]
directory-entry: — J., Wäscherei, Malzweg 34, ✉ 25 bbox=[1173, 946, 1355, 961]
directory-entry: — Peter, Ditmar Koelstr. 17, ✉ 9 bbox=[168, 294, 334, 309]
directory-entry: — J., Tapezier, Grindelberg 75, ✉ 37 bbox=[1173, 916, 1358, 931]
directory-entry: — H., Kutscher, Eduardstr. 42, H. C., ✉ 19 bbox=[1173, 643, 1388, 658]
directory-entry: Kröpel Wwe. J., Peterstr. 39, H. 5/6, ✉ 3 bbox=[503, 1113, 706, 1128]
directory-entry: ⊙ Krönke & Levy, Ir, BCto: Reichsb.-Hstl. u. Vereinsb. Bst: v. Pf. 28, Tdr: Kroenkely, ☎ I, 1233, Ferdinandstrasse 29, ✉ 36, Inh: C. Krönke u. A. Levy, beide Mitgl. e. E. K. bbox=[503, 1067, 825, 1113]
directory-entry: — Otto, Ewerf., Wendenstr. 76, ✉ 15 bbox=[1173, 1371, 1359, 1386]
page-footer bbox=[162, 1954, 1502, 1994]
repaired-document-label bbox=[0, 730, 84, 1250]
directory-entry: Kröplien, H., Cigarrenm., Lindenallee 17, ✉ 30 bbox=[838, 446, 1075, 461]
directory-entry: Krogmann, C., Colonialw., Hoheluftchaussee 118, ✉ 30 bbox=[1173, 204, 1452, 218]
directory-entry: — Carl, Colonialw., Weidenallee 19, ✉ 6 bbox=[1173, 264, 1379, 279]
directory-entry: — Frau G., Händlerin, Schweinemarkt 12, ✉ 1 bbox=[1173, 582, 1407, 597]
directory-entry: — R., Kaufm., Hartwicusstr. 11, ✉ 24 bbox=[168, 446, 358, 461]
directory-entry: — R., Arbtr., Borstelmannsweg 56, H. 2, ✉ 26 bbox=[168, 431, 400, 446]
directory-entry: — Rud., Zimmerm., Diederichstr. 14, ✉ 22 bbox=[168, 537, 384, 552]
directory-entry: — Wilh., Kellner, Raboisen 29/31, ✉ 36 bbox=[168, 1022, 370, 1037]
directory-entry: — G., Comptoirist, Lohkoppelstr. 67, ✉ 22 bbox=[168, 1340, 384, 1355]
directory-entry: Kröyer, Peter J., Cig.-Gesch., Bernhardstrasse 37, ✉ 4 bbox=[838, 961, 1108, 976]
directory-entry: — Otto, Fa Wachsmuth & Krogmann, ☎ IV, 1044, Harvestehuderweg 26, ✉ 13 bbox=[1173, 1386, 1430, 1416]
directory-entry: — Wwe. M., St. G., Langereihe 103, ✉ 5 bbox=[838, 734, 1044, 749]
directory-entry: — H. L., Steinbrügger, Mittelstr. 105, Hths., ✉ 26 bbox=[1173, 855, 1422, 870]
directory-entry: — Herm., Marktstrasse 43, ✉ 6 bbox=[1173, 779, 1331, 794]
